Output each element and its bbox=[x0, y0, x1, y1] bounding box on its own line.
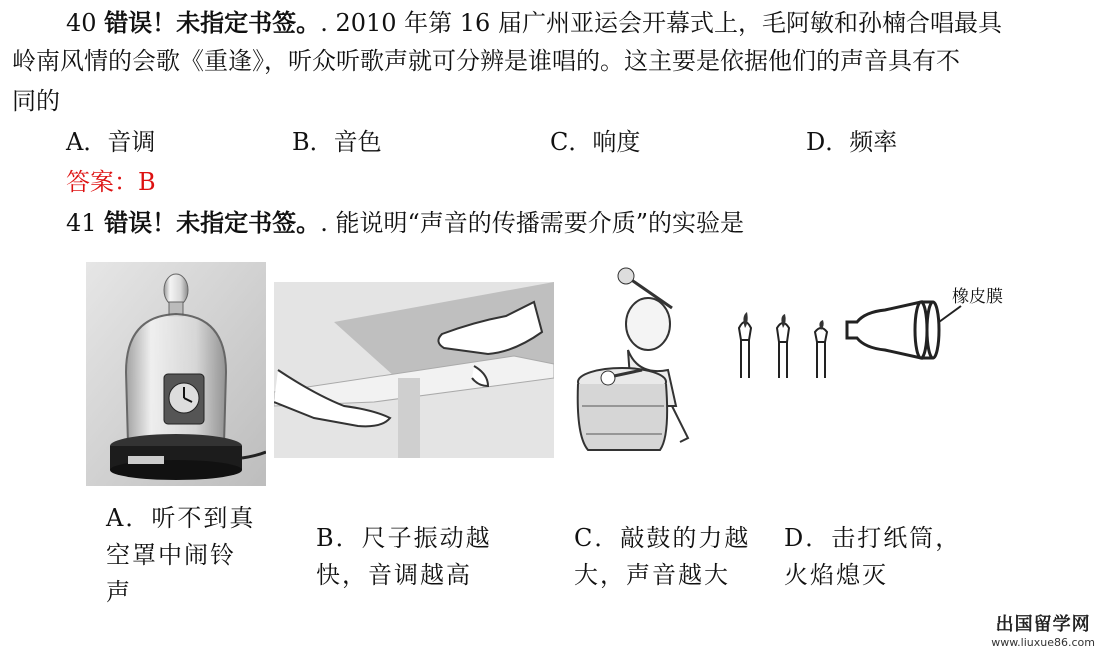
drummer-figure bbox=[568, 266, 698, 462]
q40-option-a: A．音调 bbox=[66, 128, 156, 156]
ruler-table-figure bbox=[274, 282, 554, 458]
caption-a-line3: 声 bbox=[106, 578, 132, 606]
q40-option-d: D．频率 bbox=[806, 128, 898, 156]
q40-answer: 答案：B bbox=[66, 168, 156, 196]
caption-b-line2: 快，音调越高 bbox=[316, 561, 472, 589]
bell-jar-figure bbox=[86, 262, 266, 486]
q40-text-2: 岭南风情的会歌《重逢》，听众听歌声就可分辨是谁唱的。这主要是依据他们的声音具有不 bbox=[12, 47, 960, 75]
q41-line bbox=[66, 208, 744, 238]
caption-b bbox=[316, 520, 492, 594]
q40-number: 40 bbox=[66, 9, 97, 37]
caption-a-line2: 空罩中闹铃 bbox=[106, 541, 236, 569]
caption-a-line1: A．听不到真 bbox=[106, 504, 256, 532]
q40-line1 bbox=[66, 8, 1002, 38]
caption-c bbox=[574, 520, 750, 594]
q41-bookmark-error: 错误！未指定书签。 bbox=[104, 208, 321, 237]
caption-c-line2: 大，声音越大 bbox=[574, 561, 730, 589]
caption-c-line1: C．敲鼓的力越 bbox=[574, 524, 751, 552]
q40-text-1: . 2010 年第 16 届广州亚运会开幕式上，毛阿敏和孙楠合唱最具 bbox=[320, 9, 1002, 37]
caption-d-line1: D．击打纸筒， bbox=[784, 524, 962, 552]
watermark bbox=[991, 610, 1095, 649]
caption-a bbox=[106, 500, 255, 611]
caption-d-line2: 火焰熄灭 bbox=[784, 561, 888, 589]
q40-text-3: 同的 bbox=[12, 87, 60, 115]
q40-bookmark-error: 错误！未指定书签。 bbox=[104, 8, 321, 37]
q41-text: . 能说明“声音的传播需要介质”的实验是 bbox=[320, 209, 744, 237]
caption-d bbox=[784, 520, 961, 594]
watermark-url: www.liuxue86.com bbox=[991, 636, 1095, 649]
membrane-label: 橡皮膜 bbox=[952, 287, 1003, 307]
q40-option-b: B．音色 bbox=[292, 128, 382, 156]
q41-number: 41 bbox=[66, 209, 97, 237]
caption-b-line1: B．尺子振动越 bbox=[316, 524, 492, 552]
q40-option-c: C．响度 bbox=[550, 128, 641, 156]
watermark-title: 出国留学网 bbox=[995, 614, 1091, 635]
